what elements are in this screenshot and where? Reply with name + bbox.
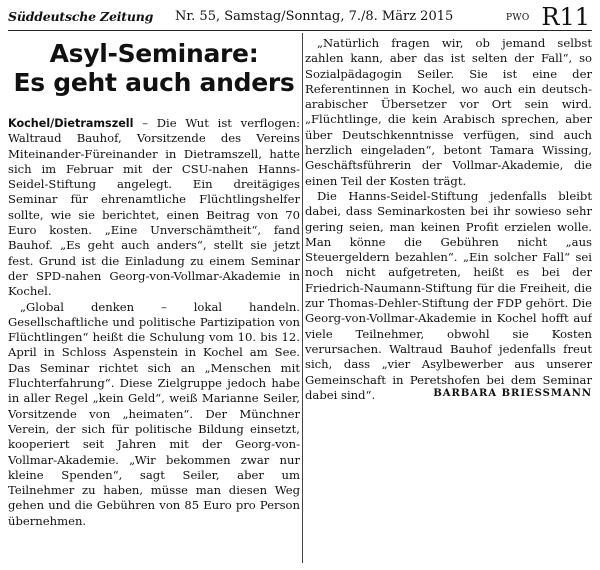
paragraph-2: „Global denken – lokal handeln. Gesellschaftliche und politische Partizipation von Flüchtlingen“ heißt die Schulung vom 10. bis 12. April in Schloss Aspenstein in Kochel am See. Das Seminar richtet sich an „Menschen mit Fluchterfahrung“. Diese Zielgruppe jedoch habe in aller Regel „kein Geld“, weiß Marianne Seiler, Vorsitzende von „heimaten“. Der Münchner Verein, der sich für politische Bildung einsetzt, kooperiert seit Jahren mit der Georg-von-Vollmar-Akademie. „Wir bekommen zwar nur kleine Spenden“, sagt Seiler, aber um Teilnehmer zu haben, müsse man diesen Weg gehen und die Gebühren von 85 Euro pro Person übernehmen. — [8, 299, 300, 528]
headline-line-1: Asyl-Seminare: — [49, 39, 259, 68]
article-headline — [8, 39, 300, 97]
newspaper-logo: Süddeutsche Zeitung — [8, 9, 154, 24]
headline-line-2: Es geht auch anders — [13, 68, 295, 97]
article-column-left — [8, 33, 300, 567]
issue-info: Nr. 55, Samstag/Sonntag, 7./8. März 2015 — [175, 9, 454, 24]
author-byline: BARBARA BRIESSMANN — [433, 388, 592, 400]
paragraph-3: „Natürlich fragen wir, ob jemand selbst zahlen kann, aber das ist selten der Fall“, so Sozialpädagogin Seiler. Sie ist eine der Referentinnen in Kochel, wo auch ein deutsch-arabischer Übersetzer vor Ort sein wird. „Flüchtlinge, die kein Arabisch sprechen, aber über Deutschkenntnisse verfügen, sind auch herzlich eingeladen“, betont Tamara Wissing, Geschäftsführerin der Vollmar-Akademie, die einen Teil der Kosten trägt. — [305, 36, 592, 188]
page-number: R11 — [541, 3, 590, 31]
article-column-right — [305, 36, 592, 570]
column-divider — [302, 33, 303, 563]
paragraph-4: Die Hanns-Seidel-Stiftung jedenfalls bleibt dabei, dass Seminarkosten bei ihr sowieso sehr gering seien, man keinen Profit erzielen wolle. Man könne die Gebühren nicht „aus Steuergeldern bezahlen“. „Ein solcher Fall“ sei noch nicht aufgetreten, heißt es bei der Friedrich-Naumann-Stiftung für die Freiheit, die zur Thomas-Dehler-Stiftung der FDP gehört. Die Georg-von-Vollmar-Akademie in Kochel hofft auf viele Teilnehmer, obwohl sie Kosten verursachen. Waltraud Bauhof jedenfalls freut sich, dass „vier Asylbewerber aus unserer Gemeinschaft in Peretshofen bei dem Seminar dabei sind“. — [305, 188, 592, 402]
masthead — [8, 4, 592, 31]
paragraph-1 — [8, 116, 300, 300]
dateline: Kochel/Dietramszell — [8, 117, 134, 130]
paragraph-1-text: – Die Wut ist verflogen: Waltraud Bauhof, Vorsitzende des Vereins Miteinander-Füreinander in Dietramszell, hatte sich im Februar mit der CSU-nahen Hanns-Seidel-Stiftung angelegt. Ein dreitägiges Seminar für ehrenamtliche Flüchtlingshelfer sollte, wie sie berichtet, einen Beitrag von 70 Euro kosten. „Eine Unverschämtheit“, fand Bauhof. „Es geht auch anders“, stellt sie jetzt fest. Grund ist die Einladung zu einem Seminar der SPD-nahen Georg-von-Vollmar-Akademie in Kochel. — [8, 116, 300, 299]
edition-code: PWO — [506, 13, 530, 23]
